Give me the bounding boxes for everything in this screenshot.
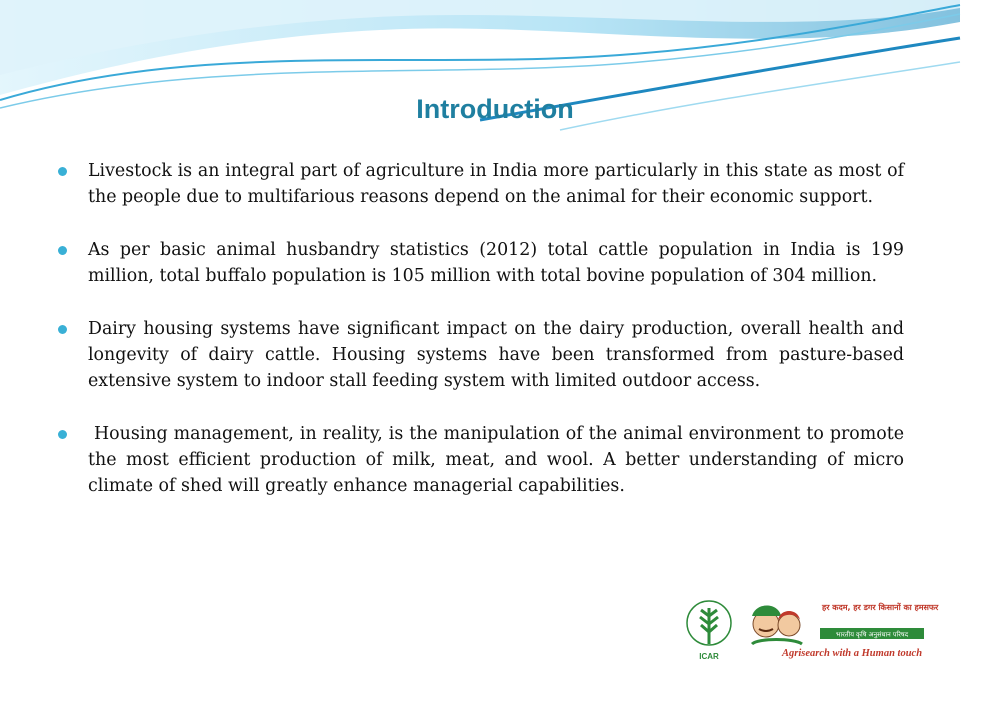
- bullet-item: [58, 237, 904, 289]
- farmer-couple-icon: [752, 606, 802, 645]
- council-hindi: भारतीय कृषि अनुसंधान परिषद: [835, 630, 909, 639]
- bullet-item: [58, 158, 904, 210]
- icar-wheat-logo: [687, 601, 731, 645]
- bullet-text: Dairy housing systems have significant impact on the dairy production, overall health and longevity of dairy cattle. Housing systems have been transformed from pasture-based extensive system to indoor stall feeding system with limited outdoor access.: [88, 319, 904, 391]
- slide-title: Introduction: [416, 94, 574, 124]
- bullet-dot-icon: [58, 430, 67, 439]
- bullet-text: Housing management, in reality, is the manipulation of the animal environment to promote the most efficient production of milk, meat, and wool. A better understanding of micro climate of shed will greatly enhance managerial capabilities.: [88, 424, 910, 496]
- bullet-text: Livestock is an integral part of agriculture in India more particularly in this state as most of the people due to multifarious reasons depend on the animal for their economic support.: [88, 161, 904, 207]
- bullet-item: [58, 421, 910, 499]
- tagline-english: Agrisearch with a Human touch: [782, 648, 923, 659]
- tagline-hindi: हर कदम, हर डगर किसानों का हमसफर: [822, 603, 939, 612]
- icar-label: ICAR: [699, 652, 719, 661]
- bullet-item: [58, 316, 904, 394]
- bullet-dot-icon: [58, 246, 67, 255]
- bullet-dot-icon: [58, 167, 67, 176]
- bullet-list: [58, 158, 910, 526]
- bullet-text: As per basic animal husbandry statistics (2012) total cattle population in India is 199 million, total buffalo population is 105 million with total bovine population of 304 million.: [88, 240, 904, 286]
- bullet-dot-icon: [58, 325, 67, 334]
- icar-logo-group: [686, 596, 939, 666]
